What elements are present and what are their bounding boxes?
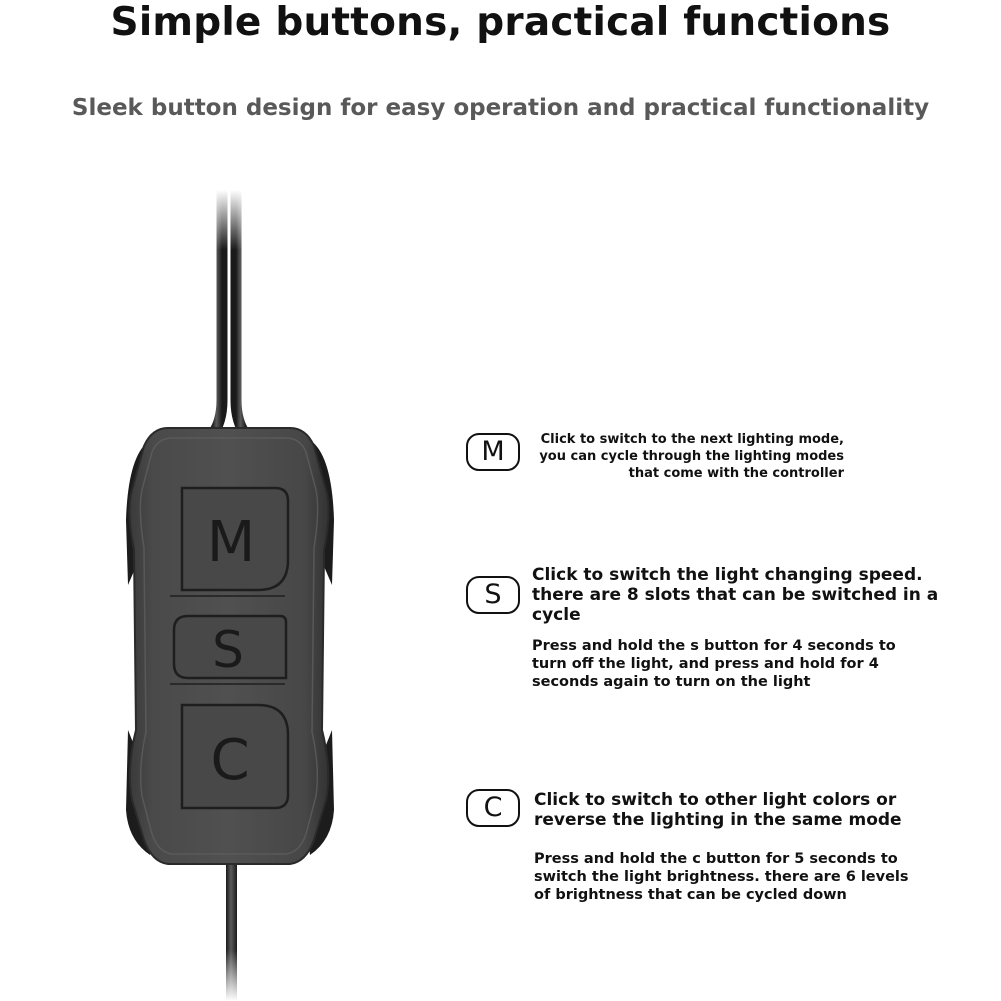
s-button[interactable] [174, 616, 286, 679]
c-badge-icon [466, 789, 520, 827]
m-button[interactable] [182, 488, 288, 590]
s-hold-description-line: seconds again to turn on the light [532, 674, 811, 690]
m-description-line: you can cycle through the lighting modes [539, 449, 844, 464]
page-title: Simple buttons, practical functions [110, 0, 891, 45]
bottom-cable [220, 855, 244, 1001]
s-hold-description-line: turn off the light, and press and hold for 4 [532, 656, 879, 672]
s-description-line: Click to switch the light changing speed. [532, 565, 923, 585]
s-hold-description [532, 637, 972, 691]
c-description-line: Click to switch to other light colors or [534, 790, 897, 810]
c-hold-description-line: of brightness that can be cycled down [534, 887, 847, 903]
top-cable [210, 190, 250, 435]
m-badge-label: M [481, 435, 505, 467]
m-description [520, 431, 844, 482]
c-description-line: reverse the lighting in the same mode [534, 810, 902, 830]
m-description-line: Click to switch to the next lighting mode, [540, 432, 844, 447]
c-description [534, 790, 974, 830]
page-subtitle: Sleek button design for easy operation and practical functionality [71, 95, 930, 121]
m-button-label: M [206, 510, 256, 575]
m-badge-icon [466, 433, 520, 471]
c-hold-description-line: switch the light brightness. there are 6 levels [534, 869, 909, 885]
c-hold-description [534, 850, 974, 904]
s-badge-icon [466, 576, 520, 614]
controller-device [110, 190, 350, 1001]
c-button[interactable] [182, 705, 288, 808]
c-button-label: C [210, 728, 250, 793]
s-button-label: S [212, 621, 244, 679]
c-hold-description-line: Press and hold the c button for 5 seconds to [534, 851, 898, 867]
s-hold-description-line: Press and hold the s button for 4 seconds to [532, 638, 896, 654]
s-badge-label: S [484, 578, 502, 610]
s-description-line: cycle [532, 605, 581, 625]
s-description [532, 565, 972, 625]
c-badge-label: C [483, 791, 503, 823]
s-description-line: there are 8 slots that can be switched in a [532, 585, 939, 605]
m-description-line: that come with the controller [628, 466, 844, 481]
